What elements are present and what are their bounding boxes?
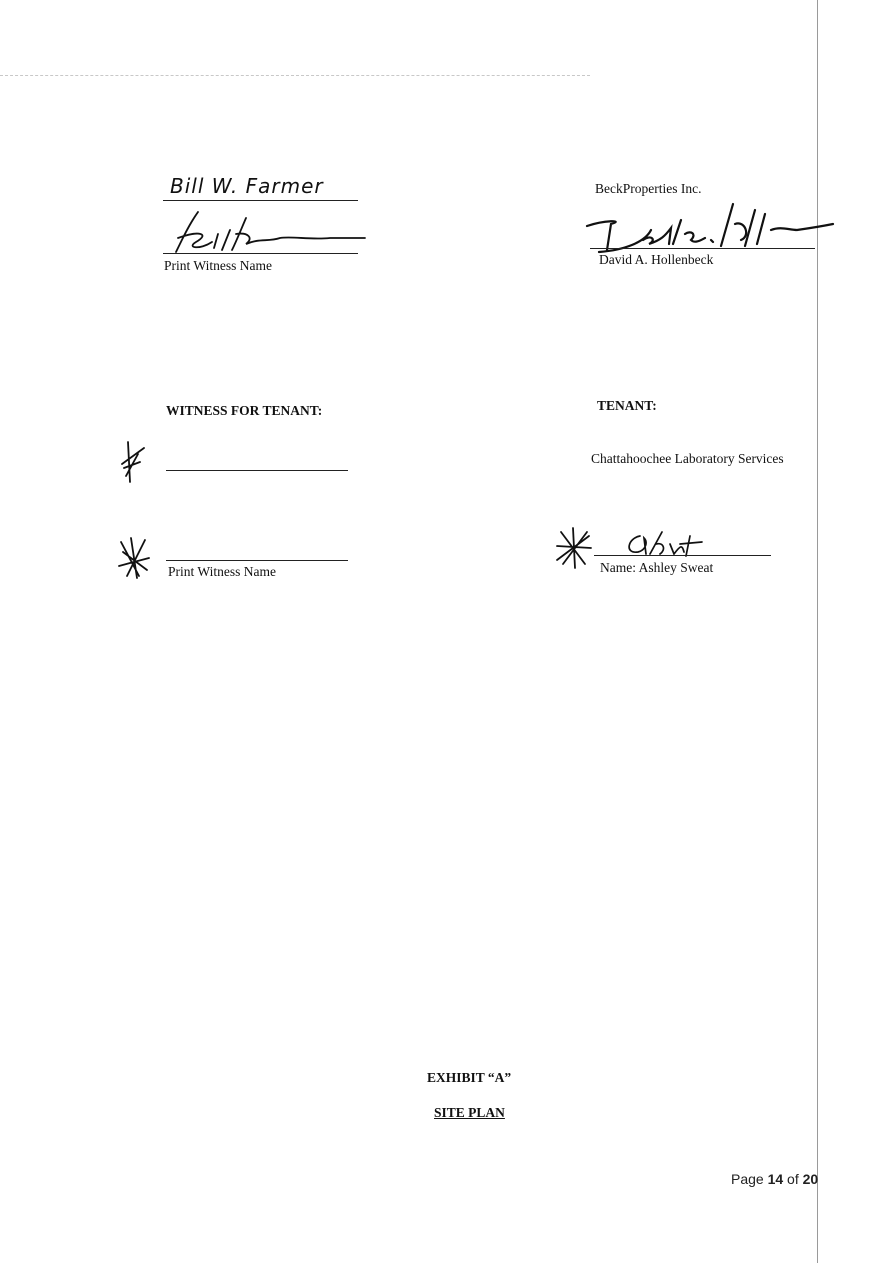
tenant-witness-signature-line [166,470,348,471]
landlord-company-name: BeckProperties Inc. [595,181,702,196]
exhibit-title: EXHIBIT “A” [427,1070,512,1085]
tenant-heading: TENANT: [597,398,657,413]
witness-signature [170,208,370,256]
tenant-signature-line [594,555,771,556]
tenant-witness-name-line [166,560,348,561]
tenant-company-name: Chattahoochee Laboratory Services [591,451,784,466]
landlord-signer-name: David A. Hollenbeck [599,252,714,267]
page-number [731,1171,818,1187]
page-mid: of [783,1171,803,1187]
page-current: 14 [767,1171,784,1187]
page-prefix: Page [731,1171,768,1187]
scan-artifact-line [0,75,590,76]
witness-name-line [163,200,358,201]
witness-handwritten-name: Bill W. Farmer [170,174,324,198]
initial-mark-1 [118,440,154,484]
print-witness-name-label: Print Witness Name [164,258,272,273]
scan-edge-line [817,0,818,1263]
page-total: 20 [802,1171,819,1187]
tenant-print-witness-name-label: Print Witness Name [168,564,276,579]
initial-mark-3 [555,526,595,570]
witness-for-tenant-heading: WITNESS FOR TENANT: [166,403,323,418]
initial-mark-2 [117,536,153,580]
exhibit-subtitle: SITE PLAN [434,1105,505,1120]
tenant-signer-name: Name: Ashley Sweat [600,560,714,575]
landlord-signature [585,200,835,260]
landlord-signature-line [590,248,815,249]
witness-signature-line [163,253,358,254]
